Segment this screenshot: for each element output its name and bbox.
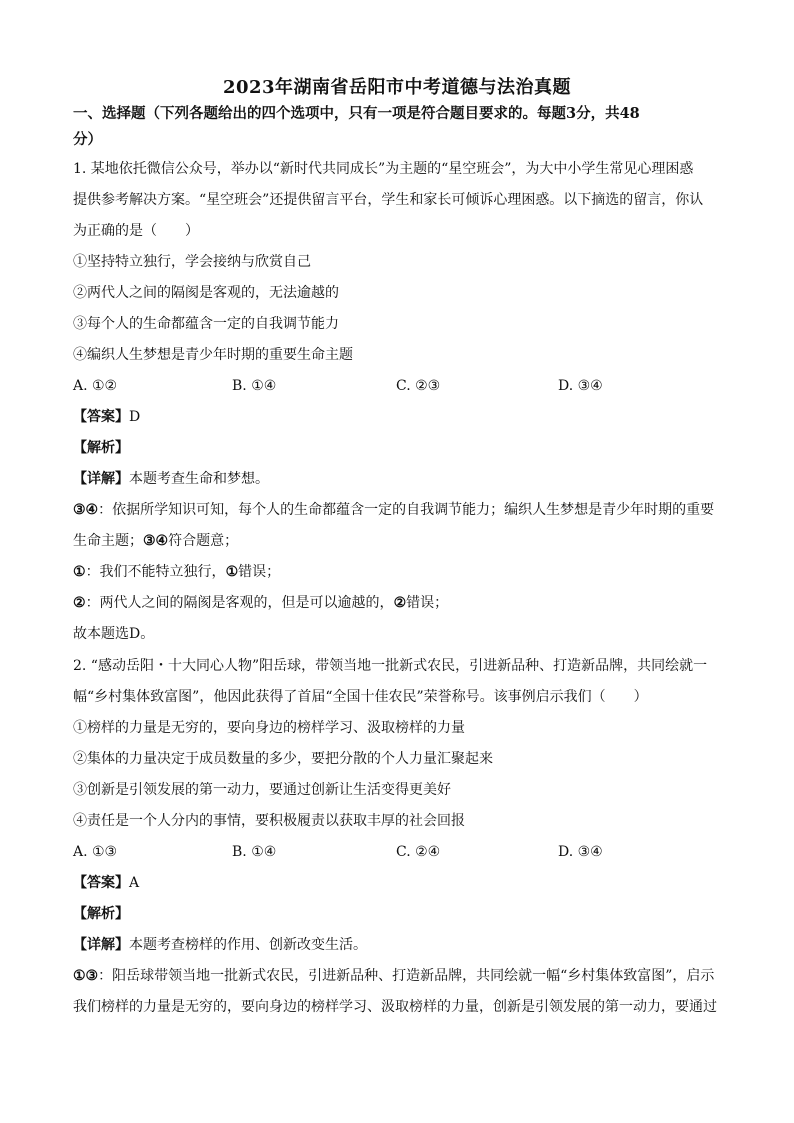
explanation-text: 错误； bbox=[406, 595, 449, 611]
q1-explanation-3 bbox=[73, 593, 448, 613]
q1-stem-line1: 1. 某地依托微信公众号，举办以“新时代共同成长”为主题的“星空班会”，为大中小学生常见心理困惑 bbox=[73, 161, 694, 177]
key-choice: ①③ bbox=[73, 968, 99, 984]
detail-text: 本题考查生命和梦想。 bbox=[129, 471, 269, 487]
q2-explanation-1b: 我们榜样的力量是无穷的，要向身边的榜样学习、汲取榜样的力量，创新是引领发展的第一动力，要通过 bbox=[73, 999, 717, 1015]
q2-option-a: A. ①③ bbox=[73, 844, 118, 860]
q2-explanation-1a bbox=[73, 966, 714, 986]
section-heading bbox=[73, 98, 723, 155]
key-choice: ① bbox=[73, 564, 86, 580]
q1-item-2: ②两代人之间的隔阂是客观的，无法逾越的 bbox=[73, 285, 339, 301]
q1-explanation-1b bbox=[73, 531, 238, 551]
q1-item-3: ③每个人的生命都蕴含一定的自我调节能力 bbox=[73, 316, 339, 332]
detail-tag: 【详解】 bbox=[73, 471, 129, 487]
key-choice: ③④ bbox=[143, 533, 169, 549]
q1-option-d: D. ③④ bbox=[558, 378, 603, 394]
section-heading-line2: 分） bbox=[73, 131, 102, 148]
explanation-text: ：依据所学知识可知，每个人的生命都蕴含一定的自我调节能力；编织人生梦想是青少年时期的重要 bbox=[98, 502, 715, 518]
q1-answer bbox=[73, 407, 140, 427]
answer-tag: 【答案】 bbox=[73, 409, 129, 425]
q2-detail bbox=[73, 935, 367, 955]
detail-text: 本题考查榜样的作用、创新改变生活。 bbox=[129, 937, 367, 953]
answer-tag: 【答案】 bbox=[73, 875, 129, 891]
q2-analysis-tag: 【解析】 bbox=[73, 906, 129, 922]
key-choice: ③④ bbox=[73, 502, 99, 518]
explanation-text: ：两代人之间的隔阂是客观的，但是可以逾越的， bbox=[85, 595, 394, 611]
key-choice: ① bbox=[225, 564, 239, 580]
q1-detail bbox=[73, 469, 269, 489]
q2-item-1: ①榜样的力量是无穷的，要向身边的榜样学习、汲取榜样的力量 bbox=[73, 720, 465, 736]
q1-explanation-2 bbox=[73, 562, 280, 582]
detail-tag: 【详解】 bbox=[73, 937, 129, 953]
q2-option-b: B. ①④ bbox=[232, 844, 277, 860]
q2-item-2: ②集体的力量决定于成员数量的多少，要把分散的个人力量汇聚起来 bbox=[73, 751, 493, 767]
q2-item-4: ④责任是一个人分内的事情，要积极履责以获取丰厚的社会回报 bbox=[73, 813, 465, 829]
page-title: 2023年湖南省岳阳市中考道德与法治真题 bbox=[222, 77, 572, 98]
explanation-text: 符合题意； bbox=[168, 533, 239, 549]
q1-stem-line2: 提供参考解决方案。“星空班会”还提供留言平台，学生和家长可倾诉心理困惑。以下摘选的留言，你认 bbox=[73, 192, 704, 208]
q1-explanation-1a bbox=[73, 500, 714, 520]
q2-option-c: C. ②④ bbox=[396, 844, 441, 860]
q1-conclusion: 故本题选D。 bbox=[73, 626, 155, 642]
q2-stem-line1: 2. “感动岳阳・十大同心人物”阳岳球，带领当地一批新式农民，引进新品种、打造新品牌，共同绘就一 bbox=[73, 658, 708, 674]
explanation-text: 生命主题； bbox=[73, 533, 143, 549]
q2-item-3: ③创新是引领发展的第一动力，要通过创新让生活变得更美好 bbox=[73, 782, 451, 798]
q2-option-d: D. ③④ bbox=[558, 844, 603, 860]
q1-stem-line3: 为正确的是（ ） bbox=[73, 223, 199, 239]
answer-value: D bbox=[129, 409, 141, 425]
explanation-text: ：我们不能特立独行， bbox=[85, 564, 226, 580]
key-choice: ② bbox=[393, 595, 407, 611]
q2-stem-line2: 幅“乡村集体致富图”，他因此获得了首届“全国十佳农民”荣誉称号。该事例启示我们（ ） bbox=[73, 689, 648, 705]
q1-item-1: ①坚持特立独行，学会接纳与欣赏自己 bbox=[73, 254, 311, 270]
q1-analysis-tag: 【解析】 bbox=[73, 440, 129, 456]
explanation-text: 错误； bbox=[238, 564, 281, 580]
key-choice: ② bbox=[73, 595, 86, 611]
q2-answer bbox=[73, 873, 139, 893]
section-heading-line1: 一、选择题（下列各题给出的四个选项中，只有一项是符合题目要求的。每题3分，共48 bbox=[73, 105, 640, 122]
q1-option-c: C. ②③ bbox=[396, 378, 441, 394]
explanation-text: ：阳岳球带领当地一批新式农民，引进新品种、打造新品牌，共同绘就一幅“乡村集体致富图”，启示 bbox=[98, 968, 715, 984]
q1-option-a: A. ①② bbox=[73, 378, 118, 394]
answer-value: A bbox=[129, 875, 140, 891]
q1-option-b: B. ①④ bbox=[232, 378, 277, 394]
q1-item-4: ④编织人生梦想是青少年时期的重要生命主题 bbox=[73, 347, 353, 363]
